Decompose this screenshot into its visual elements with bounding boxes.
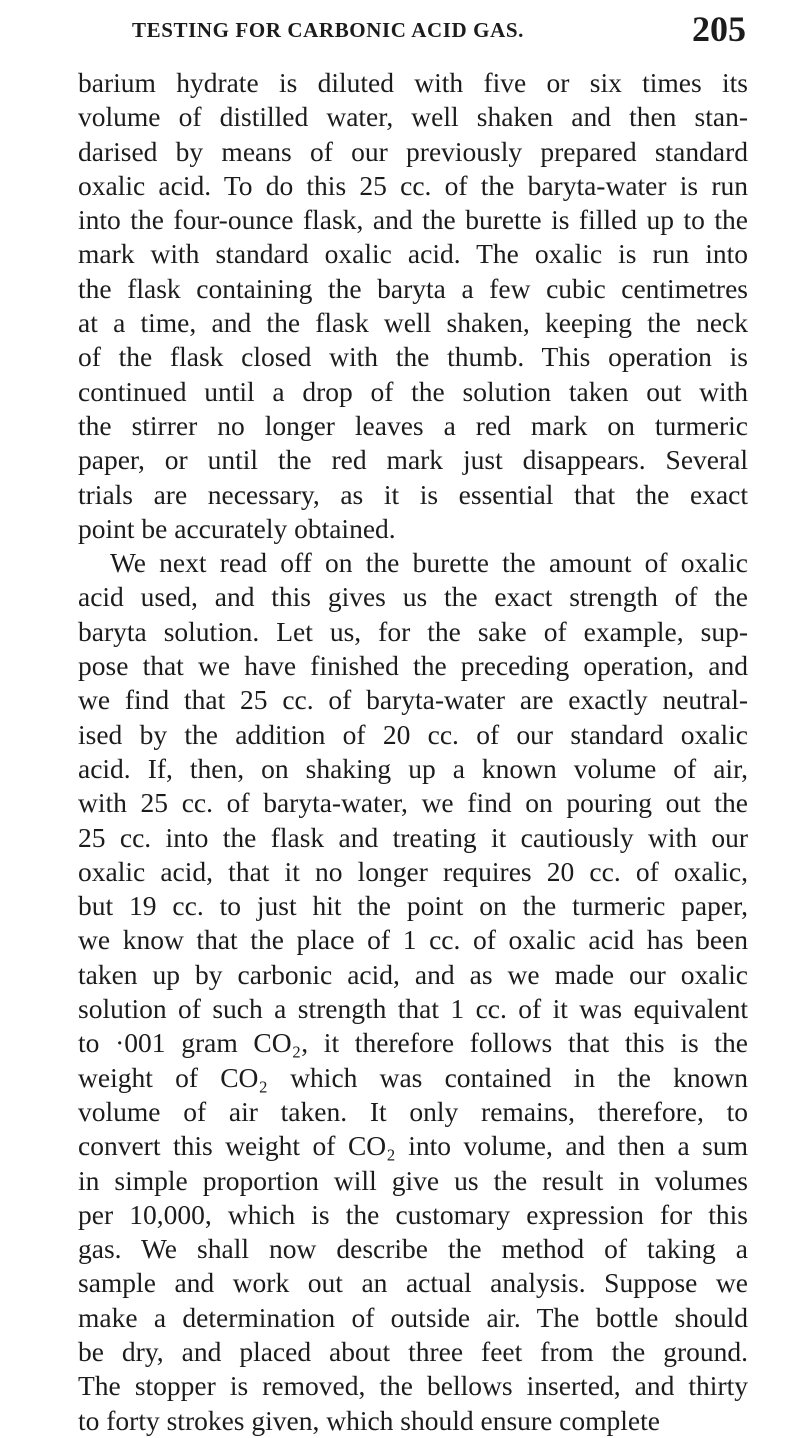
text-line: trials are necessary, as it is essential that the exact [78, 478, 748, 510]
running-head: TESTING FOR CARBONIC ACID GAS. [132, 18, 524, 42]
text-line: gas. We shall now describe the method of taking a [78, 1233, 748, 1265]
text-line: continued until a drop of the solution taken out with [78, 375, 748, 407]
text-line: weight of CO₂ which was contained in the known [78, 1061, 748, 1093]
text-line: we find that 25 cc. of baryta-water are exactly neutral- [78, 684, 748, 716]
text-line: baryta solution. Let us, for the sake of example, sup- [78, 615, 748, 647]
text-line: acid. If, then, on shaking up a known volume of air, [78, 752, 748, 784]
text-line: into the four-ounce flask, and the burette is filled up to the [78, 204, 748, 236]
page-number: 205 [692, 9, 746, 49]
text-line: to forty strokes given, which should ensure complete [78, 1404, 660, 1436]
text-line: paper, or until the red mark just disappears. Several [78, 444, 748, 476]
text-line: to ·001 gram CO₂, it therefore follows that this is the [78, 1027, 748, 1059]
text-line: pose that we have finished the preceding operation, and [78, 650, 748, 682]
text-line: mark with standard oxalic acid. The oxalic is run into [78, 238, 748, 270]
text-line: oxalic acid, that it no longer requires 20 cc. of oxalic, [78, 855, 748, 887]
text-line: solution of such a strength that 1 cc. of it was equivalent [78, 993, 748, 1025]
text-line: the flask containing the baryta a few cubic centimetres [78, 272, 748, 304]
text-line: We next read off on the burette the amount of oxalic [110, 547, 748, 579]
text-line: convert this weight of CO₂ into volume, and then a sum [78, 1130, 748, 1162]
text-line: of the flask closed with the thumb. This operation is [78, 341, 748, 373]
body-text [78, 66, 748, 1438]
text-line: in simple proportion will give us the result in volumes [78, 1164, 748, 1196]
text-line: be dry, and placed about three feet from the ground. [78, 1335, 748, 1367]
text-line: with 25 cc. of baryta-water, we find on pouring out the [78, 787, 748, 819]
text-line: volume of air taken. It only remains, therefore, to [78, 1095, 748, 1127]
text-line: at a time, and the flask well shaken, keeping the neck [78, 307, 748, 339]
text-line: 25 cc. into the flask and treating it cautiously with our [78, 821, 748, 853]
text-line: acid used, and this gives us the exact strength of the [78, 581, 748, 613]
text-line: oxalic acid. To do this 25 cc. of the baryta-water is run [78, 169, 748, 201]
text-line: make a determination of outside air. The bottle should [78, 1301, 748, 1333]
text-line: we know that the place of 1 cc. of oxalic acid has been [78, 924, 748, 956]
text-line: but 19 cc. to just hit the point on the turmeric paper, [78, 890, 748, 922]
text-line: darised by means of our previously prepared standard [78, 135, 748, 167]
text-line: ised by the addition of 20 cc. of our standard oxalic [78, 718, 748, 750]
text-line: point be accurately obtained. [78, 512, 396, 544]
text-line: The stopper is removed, the bellows inserted, and thirty [78, 1370, 748, 1402]
text-line: sample and work out an actual analysis. Suppose we [78, 1267, 748, 1299]
text-line: barium hydrate is diluted with five or six times its [78, 67, 748, 98]
text-line: per 10,000, which is the customary expression for this [78, 1198, 748, 1230]
text-line: taken up by carbonic acid, and as we made our oxalic [78, 958, 748, 990]
text-line: volume of distilled water, well shaken and then stan- [78, 101, 748, 133]
text-line: the stirrer no longer leaves a red mark on turmeric [78, 409, 748, 441]
